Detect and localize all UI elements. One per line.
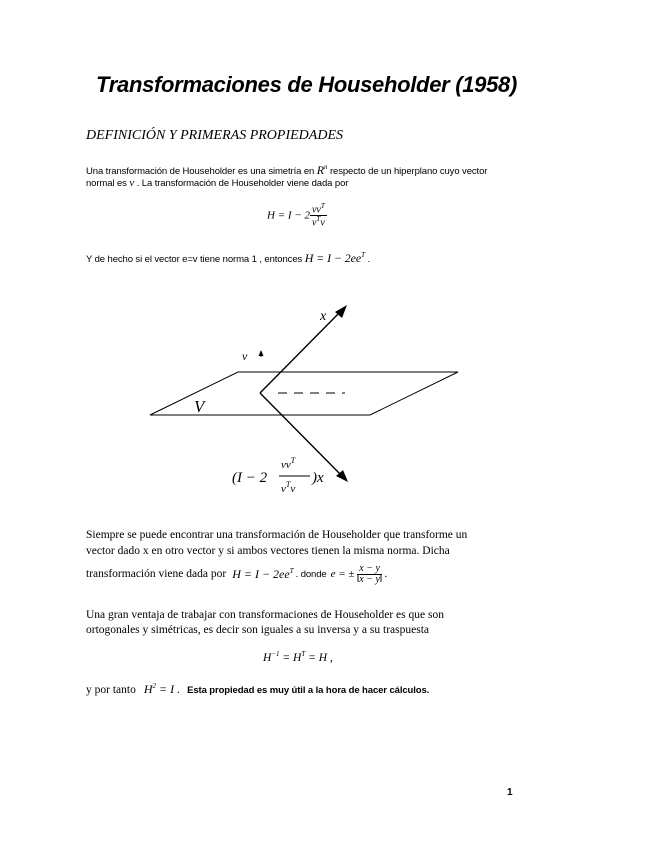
page-number: 1: [507, 787, 513, 798]
paragraph-construction-line-1: Siempre se puede encontrar una transformación de Householder que transforme un: [86, 529, 468, 541]
reflection-label-prefix: (I − 2: [232, 470, 268, 486]
paragraph-construction-line-3: [86, 560, 387, 588]
paragraph-unit-norm: [86, 251, 370, 266]
paragraph-conclusion: [86, 680, 429, 698]
text: .: [367, 254, 371, 265]
reflection-label-suffix: )x: [312, 470, 324, 486]
paragraph-advantage-line-2: ortogonales y simétricas, es decir son iguales a su inversa y a su traspuesta: [86, 624, 429, 636]
text: y por tanto: [86, 684, 136, 696]
reflection-label-numerator: $vv^T$: [281, 456, 296, 471]
math-vector-v: v: [129, 177, 135, 189]
text: Una transformación de Householder es una simetría en: [86, 166, 315, 177]
text: . La transformación de Householder viene dada por: [136, 178, 349, 189]
math-formula-h: $H = I - 2ee^T$: [232, 566, 294, 581]
label-v: v: [242, 349, 248, 363]
orthogonal-formula: $H^{-1} = H^T = H$ ,: [263, 650, 333, 664]
section-heading: DEFINICIÓN Y PRIMERAS PROPIEDADES: [86, 128, 343, 143]
reflection-diagram: [140, 295, 470, 495]
reflection-label-denominator: $v^Tv$: [281, 480, 296, 495]
math-space: $R^n$: [316, 163, 328, 177]
paragraph-definition-line-1: [86, 163, 487, 178]
normal-vector-arrowhead: [259, 350, 264, 356]
label-x: x: [320, 309, 327, 324]
math-formula-ee: $H = I - 2ee^T$: [304, 251, 365, 265]
math-formula-h-squared: $H^2 = I$ .: [143, 682, 181, 696]
vector-x-line: [260, 308, 344, 393]
text: . donde: [295, 568, 327, 580]
paragraph-construction-line-2: vector dado x en otro vector y si ambos vectores tienen la misma norma. Dicha: [86, 545, 450, 557]
householder-formula: [267, 203, 327, 229]
math-formula-e: e = ± $\frac{x - y}{‖x - y‖}$ .: [330, 562, 388, 585]
formula-lhs: H = I − 2: [267, 209, 310, 222]
label-plane-v: V: [194, 397, 205, 416]
text: respecto de un hiperplano cuyo vector: [329, 166, 488, 177]
text: Y de hecho si el vector e=v tiene norma 1 , entonces: [86, 254, 303, 265]
page-title: Transformaciones de Householder (1958): [96, 72, 517, 97]
text: Esta propiedad es muy útil a la hora de hacer cálculos.: [187, 685, 430, 696]
paragraph-advantage-line-1: Una gran ventaja de trabajar con transformaciones de Householder es que son: [86, 609, 444, 621]
paragraph-definition-line-2: [86, 177, 348, 189]
formula-fraction: $\frac{vv^T}{v^Tv}$: [311, 202, 325, 229]
reflected-vector-line: [260, 393, 345, 479]
text: normal es: [86, 178, 127, 189]
text: transformación viene dada por: [86, 568, 227, 580]
